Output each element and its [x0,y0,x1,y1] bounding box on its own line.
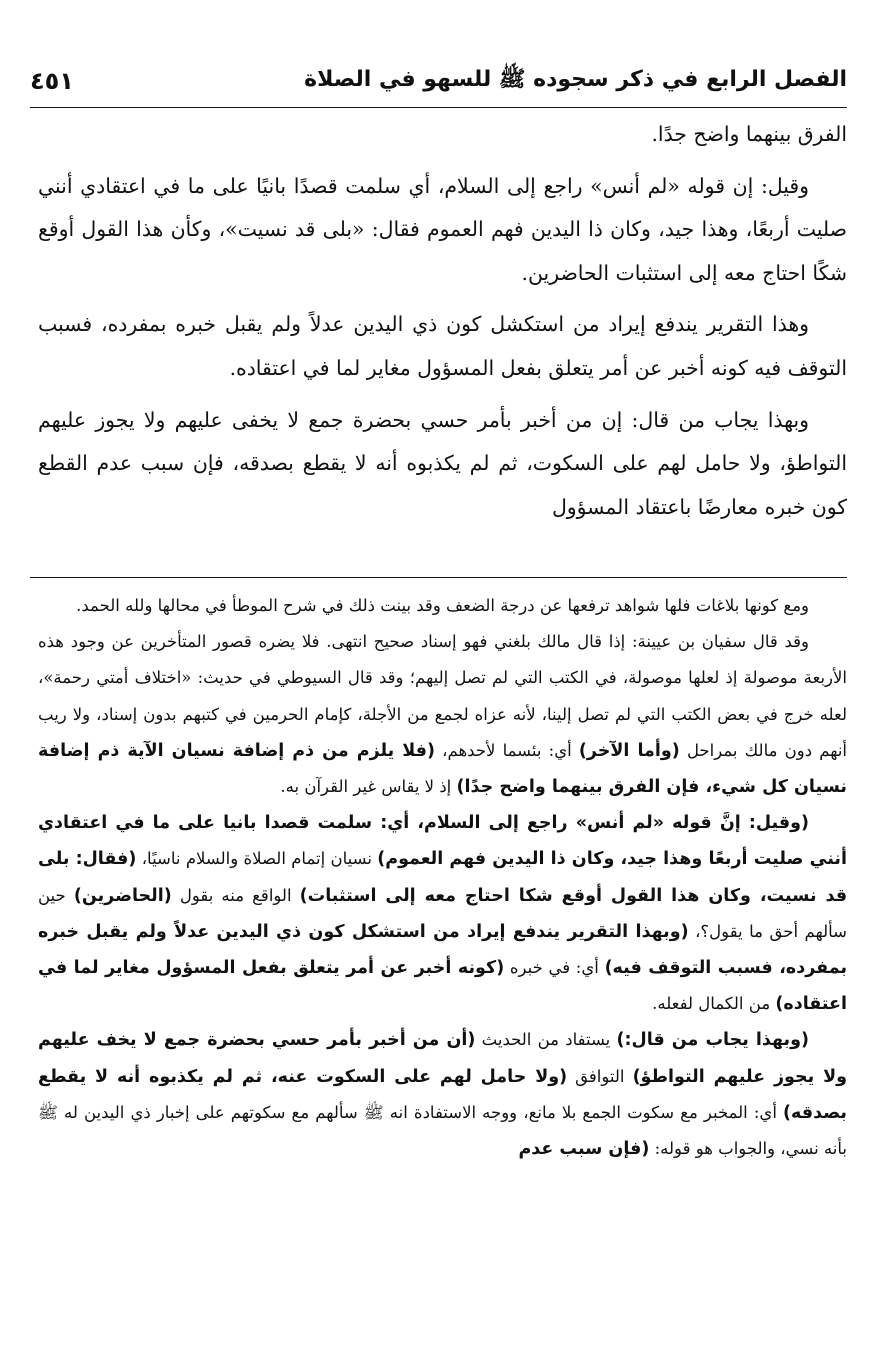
commentary-quote: (فقال: بلى قد نسيت، وكان هذا القول أوقع شكا احتاج معه إلى استثبات) [38,849,847,906]
commentary-text-run: ومع كونها بلاغات فلها شواهد ترفعها عن درجة الضعف وقد بينت ذلك في شرح الموطأ في محالها ولله الحمد. [76,596,809,615]
main-text [38,113,847,575]
commentary-quote: (وقيل: إنَّ قوله «لم أنس» راجع إلى السلام، أي: سلمت قصدا بانيا على ما في اعتقادي أنني صليت أربعًا وهذا جيد، وكان ذا اليدين فهم العموم) [38,813,847,870]
commentary-paragraph [38,588,847,624]
commentary-paragraph [38,805,847,1022]
main-paragraph: وبهذا يجاب من قال: إن من أخبر بأمر حسي بحضرة جمع لا يخفى عليهم ولا يجوز عليهم التواطؤ، ولا حامل لهم على السكوت، ثم لم يكذبوه أنه لا يقطع بصدقه، فإن سبب عدم القطع كون خبره معارضًا باعتقاد المسؤول [38,407,847,519]
commentary-text-run: التوافق [575,1066,625,1086]
commentary-text-run: حين سألهم أحق ما يقول؟، [38,885,847,941]
commentary-text [38,588,847,1340]
page-header [30,55,847,108]
commentary-text-run: وقد قال سفيان بن عيينة: إذا قال مالك بلغني فهو إسناد صحيح انتهى. فلا يضره قصور المتأخرين عن وجود هذه الأربعة موصولة إذ لعلها موصولة، في الكتب التي لم تصل إليهم؛ وقد قال السيوطي في حديث: «اختلاف أمتي رحمة»، لعله خرج في بعض الكتب التي لم تصل إلينا، لأنه عزاه لجمع من الأجلة، كإمام الحرمين في كتبهم بدون إسناد، ولا ريب أنهم دون مالك بمراحل [38,632,847,760]
commentary-quote: (وبهذا التقرير يندفع إيراد من استشكل كون ذي اليدين عدلاً ولم يقبل خبره بمفرده، فسبب التوقف فيه) [38,921,847,979]
commentary-quote: (فلا يلزم من ذم إضافة نسيان الآية ذم إضافة نسيان كل شيء، فإن الفرق بينهما واضح جدًا) [38,740,847,798]
main-paragraph: وقيل: إن قوله «لم أنس» راجع إلى السلام، أي سلمت قصدًا بانيًا على ما في اعتقادي أنني صليت أربعًا، وهذا جيد، وكان ذا اليدين فهم العموم فقال: «بلى قد نسيت»، وكأن هذا القول أوقع شكًا احتاج معه إلى استثبات الحاضرين. [38,173,847,285]
commentary-text-run: إذ لا يقاس غير القرآن به. [280,777,452,797]
footnote-divider [30,577,847,578]
commentary-quote: (وأما الآخر) [578,740,680,761]
page-number: ٤٥١ [30,67,74,95]
commentary-paragraph [38,1022,847,1167]
commentary-quote: (كونه أخبر عن أمر يتعلق بفعل المسؤول مغاير لما في اعتقاده) [38,958,847,1015]
commentary-text-run: من الكمال لفعله. [652,994,771,1014]
commentary-quote: (أن من أخبر بأمر حسي بحضرة جمع لا يخف عليهم ولا يجوز عليهم التواطؤ) [38,1030,847,1087]
commentary-text-run: أي: في خبره [509,958,599,978]
main-paragraph: الفرق بينهما واضح جدًا. [651,122,847,146]
commentary-text-run: أي: المخبر مع سكوت الجمع بلا مانع، ووجه الاستفادة انه ﷺ سألهم مع سكوتهم على إخبار ذي اليدين له ﷺ بأنه نسي، والجواب هو قوله: [38,1102,847,1159]
commentary-quote: (وبهذا يجاب من قال:) [616,1030,810,1051]
commentary-quote: (فإن سبب عدم [518,1139,650,1160]
main-paragraph: وهذا التقرير يندفع إيراد من استكشل كون ذي اليدين عدلاً ولم يقبل خبره بمفرده، فسبب التوقف فيه كونه أخبر عن أمر يتعلق بفعل المسؤول مغاير لما في اعتقاده. [38,312,847,380]
commentary-text-run: الواقع منه بقول [179,885,292,905]
commentary-quote: (ولا حامل لهم على السكوت عنه، ثم لم يكذبوه أنه لا يقطع بصدقه) [38,1066,847,1123]
commentary-text-run: نسيان إتمام الصلاة والسلام ناسيًا، [141,849,372,869]
chapter-title: الفصل الرابع في ذكر سجوده ﷺ للسهو في الصلاة [304,67,847,92]
commentary-quote: (الحاضرين) [73,885,172,906]
commentary-text-run: يستفاد من الحديث [481,1030,611,1050]
commentary-paragraph [38,624,847,805]
commentary-text-run: أي: بئسما لأحدهم، [442,740,572,760]
